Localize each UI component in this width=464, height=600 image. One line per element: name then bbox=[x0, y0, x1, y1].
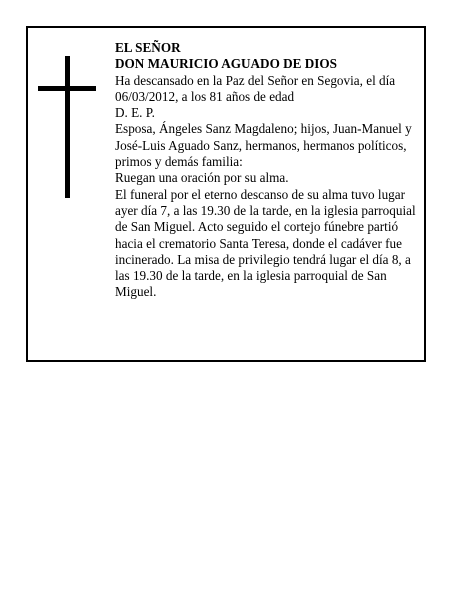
cross-horizontal-bar bbox=[38, 86, 96, 91]
dep-line: D. E. P. bbox=[115, 105, 155, 121]
cross-icon bbox=[38, 56, 96, 198]
cross-vertical-bar bbox=[65, 56, 70, 198]
obituary-notice bbox=[26, 26, 426, 362]
obituary-text bbox=[115, 40, 425, 301]
death-statement: Ha descansado en la Paz del Señor en Segovia, el día 06/03/2012, a los 81 años de edad bbox=[115, 72, 396, 104]
heading-line-1: EL SEÑOR bbox=[115, 40, 181, 55]
funeral-details: El funeral por el eterno descanso de su alma tuvo lugar ayer día 7, a las 19.30 de la tarde, en la iglesia parroquial de San Miguel. Acto seguido el cortejo fúnebre partió hacia el crematorio Santa Teresa, donde el cadáver fue incinerado. La misa de privilegio tendrá lugar el día 8, a las 19.30 de la tarde, en la iglesia parroquial de San Miguel. bbox=[115, 186, 416, 300]
prayer-request: Ruegan una oración por su alma. bbox=[115, 170, 289, 186]
deceased-name: DON MAURICIO AGUADO DE DIOS bbox=[115, 56, 338, 72]
family-list: Esposa, Ángeles Sanz Magdaleno; hijos, Juan-Manuel y José-Luis Aguado Sanz, hermanos, hermanos políticos, primos y demás familia: bbox=[115, 121, 412, 170]
